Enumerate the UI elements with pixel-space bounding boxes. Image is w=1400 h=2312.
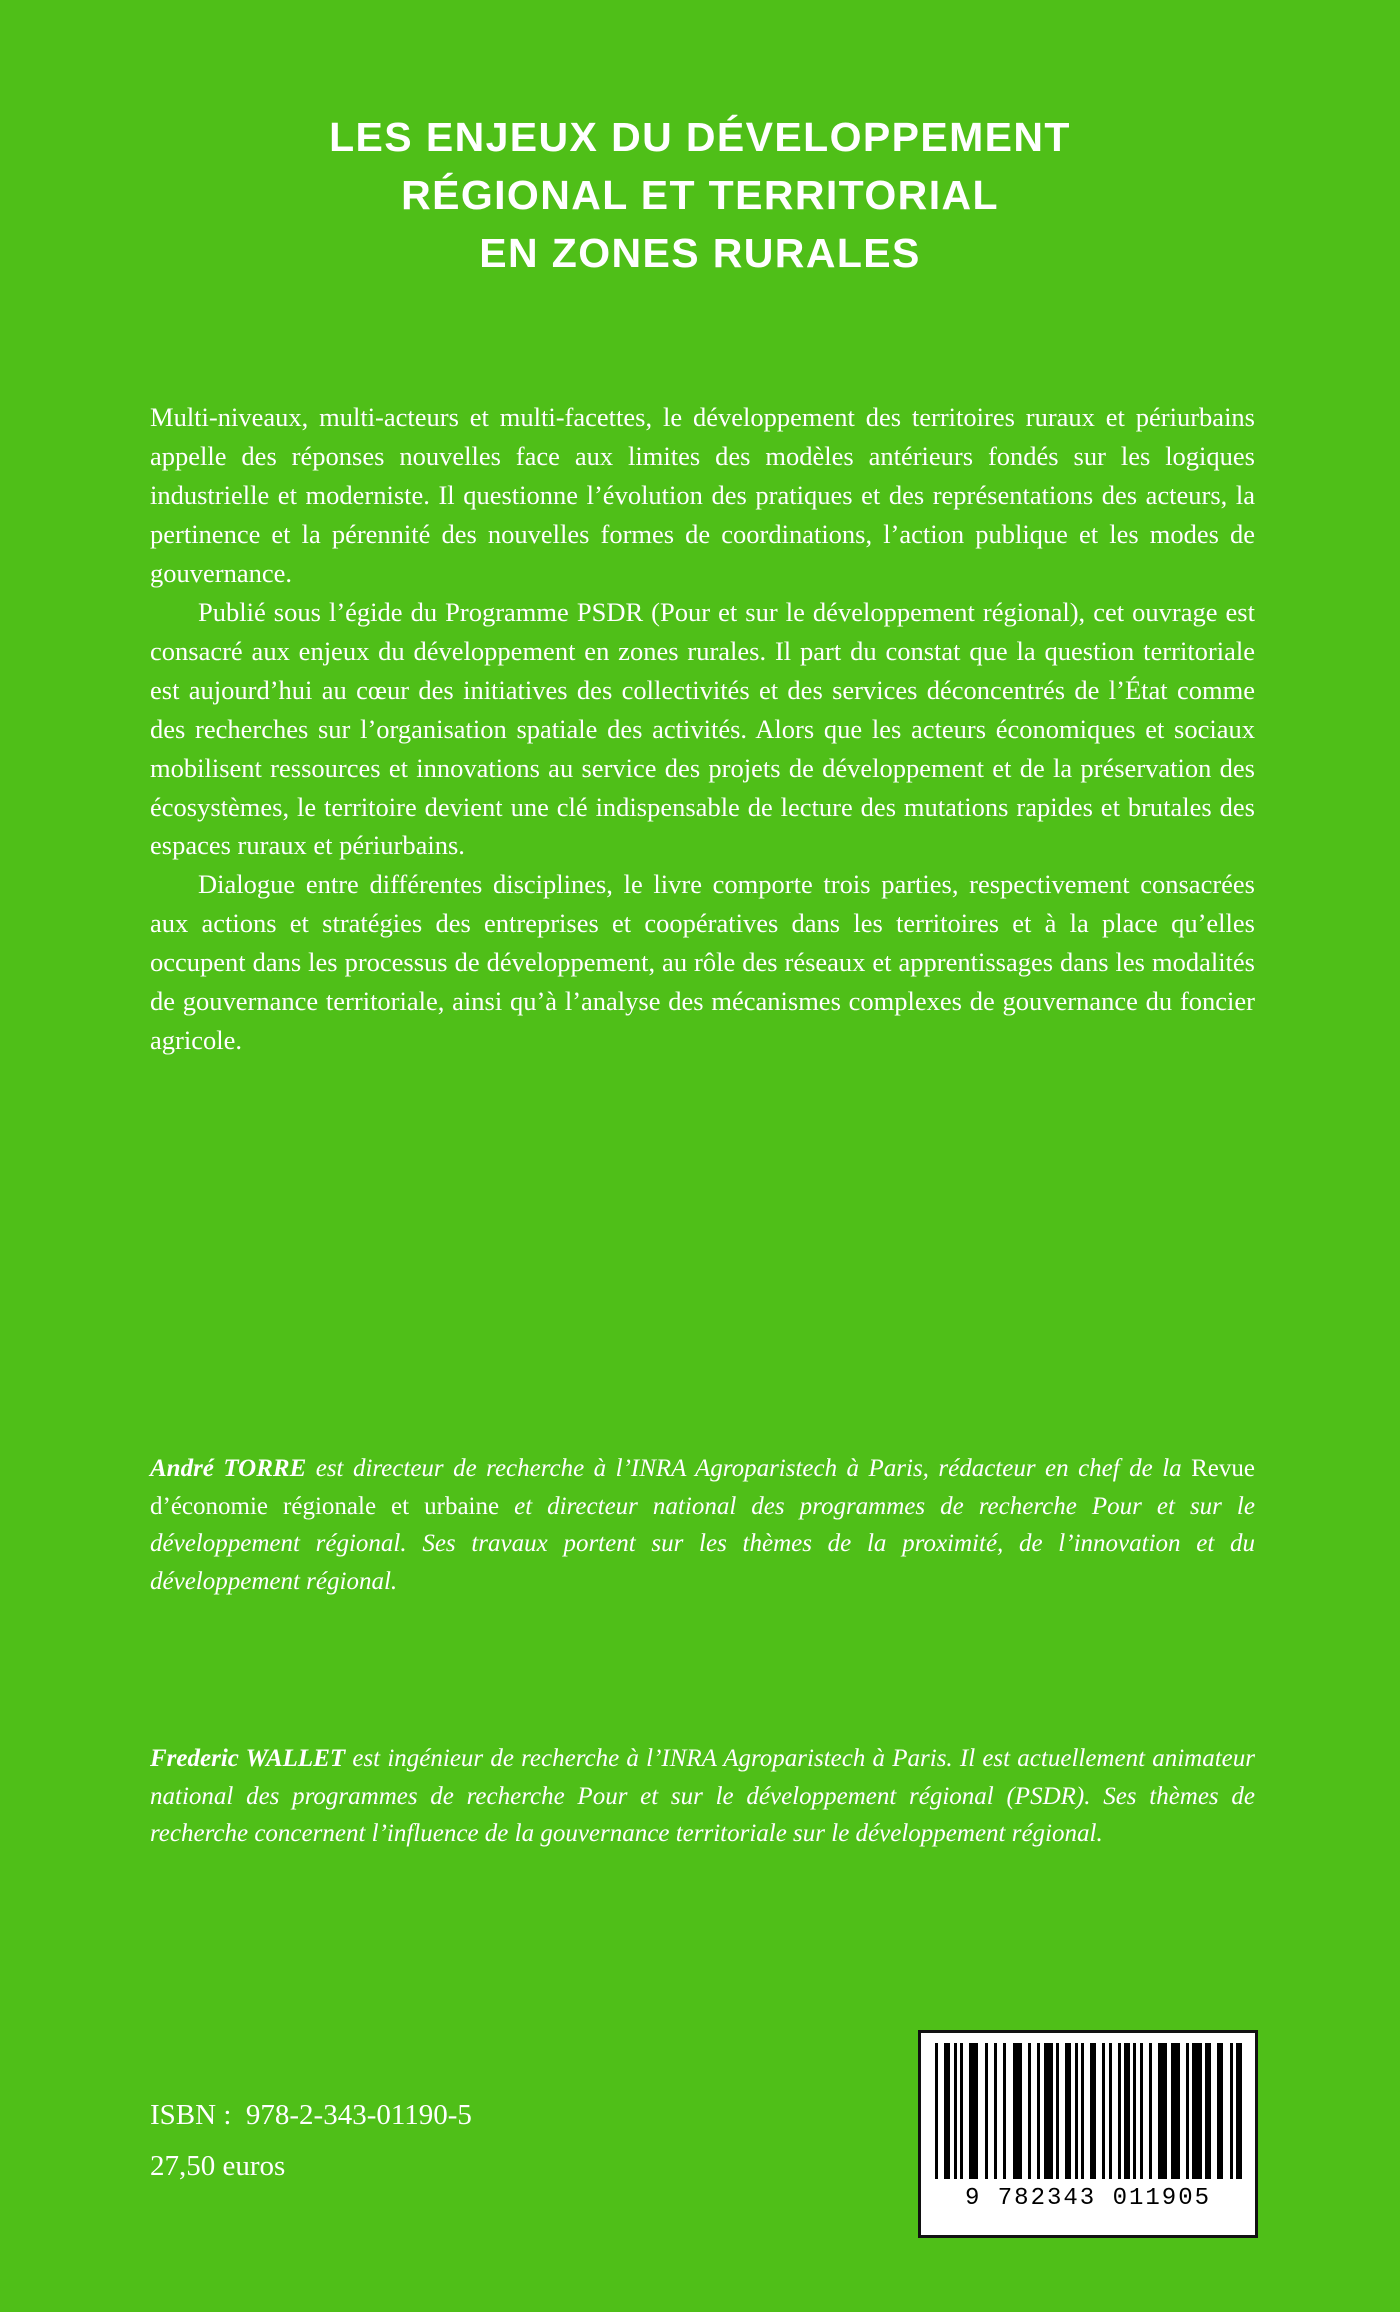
blurb-paragraph-2: Publié sous l’égide du Programme PSDR (Pour et sur le développement régional), cet ouvrage est consacré aux enjeux du développement en zones rurales. Il part du constat que la question territoriale est aujourd’hui au cœur des initiatives des collectivités et des services déconcentrés de l’État comme des recherches sur l’organisation spatiale des activités. Alors que les acteurs économiques et sociaux mobilisent ressources et innovations au service des projets de développement et de la préservation des écosystèmes, le territoire devient une clé indispensable de lecture des mutations rapides et brutales des espaces ruraux et périurbains. — [150, 596, 1255, 861]
barcode-bars — [933, 2043, 1243, 2179]
journal-title: Revue d’économie régionale et urbaine — [150, 1455, 1255, 1520]
price: 27,50 euros — [150, 2149, 286, 2182]
barcode-number: 9 782343 011905 — [964, 2185, 1212, 2212]
barcode — [918, 2030, 1258, 2238]
page-title — [0, 108, 1400, 283]
author-bio-torre-part1: est directeur de recherche à l’INRA Agroparistech à Paris, rédacteur en chef de la — [306, 1455, 1192, 1482]
title-line-1: LES ENJEUX DU DÉVELOPPEMENT — [329, 114, 1071, 160]
author-name-wallet: Frederic WALLET — [150, 1745, 346, 1772]
blurb-text — [150, 398, 1255, 1060]
author-bio-torre — [150, 1450, 1255, 1600]
author-bio-wallet-text: est ingénieur de recherche à l’INRA Agroparistech à Paris. Il est actuellement animateur national des programmes de recherche Pour et sur le développement régional (PSDR). Ses thèmes de recherche concernent l’influence de la gouvernance territoriale sur le développement régional. — [150, 1745, 1256, 1847]
author-bio-wallet — [150, 1740, 1255, 1853]
isbn-number: ISBN : 978-2-343-01190-5 — [150, 2099, 472, 2131]
title-line-3: EN ZONES RURALES — [479, 230, 921, 277]
title-line-2: RÉGIONAL ET TERRITORIAL — [401, 172, 999, 219]
blurb-paragraph-3: Dialogue entre différentes disciplines, le livre comporte trois parties, respectivement consacrées aux actions et stratégies des entreprises et coopératives dans les territoires et à la place qu’elles occupent dans les processus de développement, au rôle des réseaux et apprentissages dans les modalités de gouvernance territoriale, ainsi qu’à l’analyse des mécanismes complexes de gouvernance du foncier agricole. — [150, 869, 1255, 1056]
blurb-paragraph-1: Multi-niveaux, multi-acteurs et multi-facettes, le développement des territoires ruraux et périurbains appelle des réponses nouvelles face aux limites des modèles antérieurs fondés sur les logiques industrielle et moderniste. Il questionne l’évolution des pratiques et des représentations des acteurs, la pertinence et la pérennité des nouvelles formes de coordinations, l’action publique et les modes de gouvernance. — [150, 402, 1255, 588]
isbn-block — [150, 2090, 472, 2192]
author-name-torre: André TORRE — [150, 1455, 307, 1482]
author-bio-torre-part2: et directeur national des programmes de recherche Pour et sur le développement régional. Ses travaux portent sur les thèmes de la proximité, de l’innovation et du développement régional. — [150, 1492, 1255, 1595]
